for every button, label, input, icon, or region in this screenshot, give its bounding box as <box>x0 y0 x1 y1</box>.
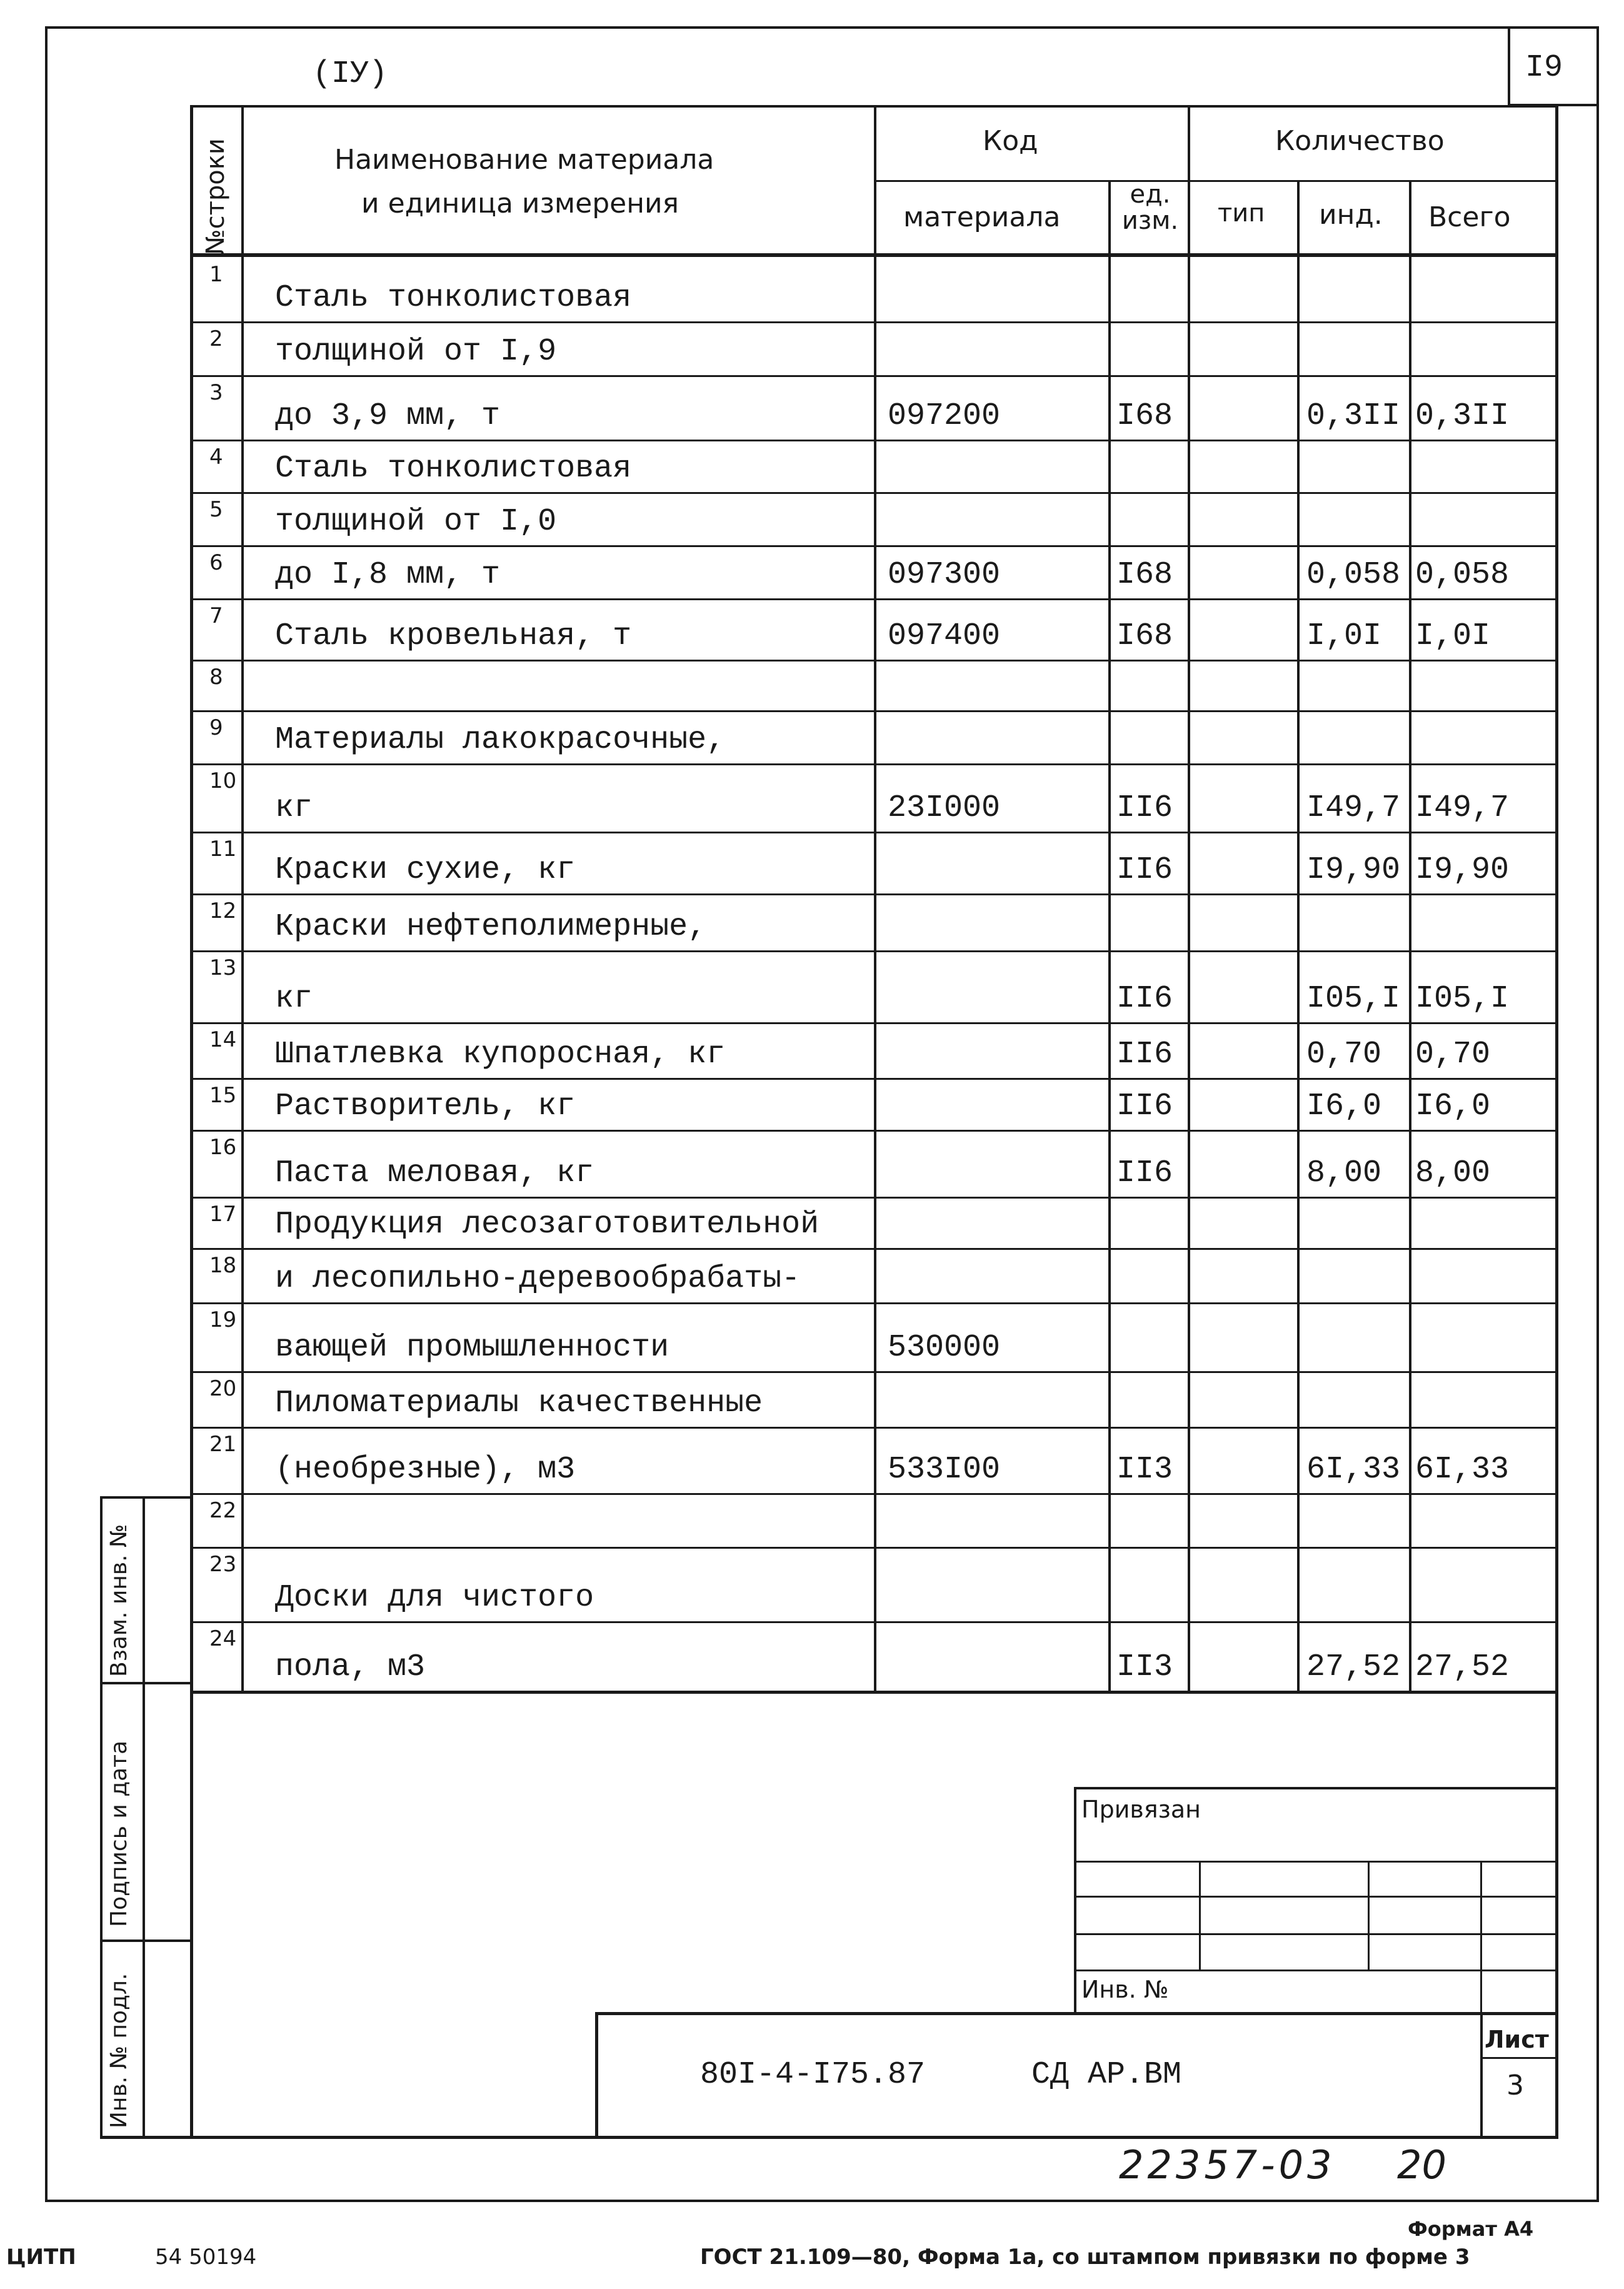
stamp-row1 <box>1074 1861 1558 1863</box>
table-bottom <box>190 1691 1558 1694</box>
stamp-top <box>1074 1787 1558 1789</box>
row-divider <box>190 1197 1558 1199</box>
row-ind-cell: 8,00 <box>1306 1155 1382 1191</box>
frame-left <box>45 26 48 2202</box>
row-number-cell: 22 <box>209 1498 237 1523</box>
row-number-cell: 1 <box>209 262 223 287</box>
stamp-col1 <box>1199 1861 1201 1971</box>
row-divider <box>190 763 1558 765</box>
row-ind-cell: 0,058 <box>1306 557 1401 593</box>
section-label: (IУ) <box>313 56 388 92</box>
row-divider <box>190 893 1558 895</box>
name-header-line2: и единица измерения <box>361 188 679 219</box>
row-name-cell: пола, м3 <box>275 1649 426 1685</box>
row-unit-cell: II6 <box>1116 1037 1173 1072</box>
row-divider <box>190 1493 1558 1495</box>
row-unit-cell: I68 <box>1116 398 1173 434</box>
row-unit-cell: I68 <box>1116 618 1173 654</box>
row-name-cell: Сталь кровельная, т <box>275 618 632 654</box>
row-number-cell: 9 <box>209 715 223 740</box>
row-ind-cell: 6I,33 <box>1306 1452 1401 1487</box>
row-total-cell: 6I,33 <box>1415 1452 1510 1487</box>
row-name-cell: Паста меловая, кг <box>275 1155 594 1191</box>
sheet-box-left <box>1480 2012 1483 2138</box>
row-unit-cell: II6 <box>1116 1089 1173 1124</box>
row-number-cell: 19 <box>209 1307 237 1332</box>
title-block-top <box>595 2012 1558 2015</box>
privyazan-label: Привязан <box>1081 1796 1201 1823</box>
col-line-2 <box>874 105 876 1693</box>
quantity-total-header: Всего <box>1428 201 1511 233</box>
row-ind-cell: I9,90 <box>1306 852 1401 888</box>
row-code-cell: 097300 <box>888 557 1001 593</box>
row-divider <box>190 1371 1558 1373</box>
row-name-cell: Сталь тонколистовая <box>275 280 632 316</box>
row-code-cell: 533I00 <box>888 1452 1001 1487</box>
row-number-cell: 15 <box>209 1083 237 1108</box>
col-line-6 <box>1409 180 1411 1693</box>
row-divider <box>190 375 1558 377</box>
row-ind-cell: I49,7 <box>1306 790 1401 826</box>
stamp-inv-label: Инв. № <box>1081 1976 1169 2003</box>
row-divider <box>190 1547 1558 1549</box>
row-number-cell: 20 <box>209 1376 237 1401</box>
row-total-cell: 27,52 <box>1415 1649 1510 1685</box>
row-name-cell: Краски сухие, кг <box>275 852 576 888</box>
row-divider <box>190 1022 1558 1024</box>
row-ind-cell: I6,0 <box>1306 1089 1382 1124</box>
row-name-cell: (необрезные), м3 <box>275 1452 576 1487</box>
row-divider <box>190 832 1558 833</box>
row-number-cell: 6 <box>209 550 223 575</box>
code-unit-header: ед. изм. <box>1121 180 1179 235</box>
side-stamp-top <box>100 1496 193 1499</box>
row-total-cell: I05,I <box>1415 981 1510 1017</box>
format-label: Формат А4 <box>1408 2217 1534 2241</box>
row-name-cell: толщиной от I,9 <box>275 334 557 370</box>
quantity-group-header: Количество <box>1275 125 1445 157</box>
row-divider <box>190 660 1558 662</box>
stamp-col3 <box>1480 1861 1482 2015</box>
row-number-cell: 16 <box>209 1135 237 1160</box>
inner-frame-right <box>1555 105 1558 2138</box>
sheet-label: Лист <box>1485 2026 1549 2053</box>
row-ind-cell: I05,I <box>1306 981 1401 1017</box>
stamp-row3 <box>1074 1933 1558 1935</box>
row-divider <box>190 598 1558 600</box>
row-divider <box>190 1302 1558 1304</box>
row-total-cell: I6,0 <box>1415 1089 1491 1124</box>
quantity-ind-header: инд. <box>1319 199 1383 231</box>
row-divider <box>190 1427 1558 1429</box>
document-designation: 80I-4-I75.87 <box>700 2057 926 2093</box>
row-number-cell: 3 <box>209 380 223 405</box>
row-name-cell: толщиной от I,0 <box>275 504 557 540</box>
inner-frame-bottom <box>190 2136 1558 2139</box>
row-number-cell: 13 <box>209 955 237 980</box>
stamp-left <box>1074 1787 1076 2015</box>
row-total-cell: I49,7 <box>1415 790 1510 826</box>
row-name-cell: Пиломатериалы качественные <box>275 1386 763 1421</box>
row-unit-cell: II6 <box>1116 790 1173 826</box>
side-stamp-mid <box>143 1496 145 2138</box>
inner-frame-left <box>190 105 193 2138</box>
row-name-cell: Доски для чистого <box>275 1580 594 1616</box>
row-name-cell: Материалы лакокрасочные, <box>275 722 726 758</box>
row-divider <box>190 1078 1558 1080</box>
row-divider <box>190 950 1558 952</box>
side-stamp-sep2 <box>100 1939 193 1942</box>
row-name-cell: Краски нефтеполимерные, <box>275 909 707 945</box>
col-line-1 <box>241 105 244 1693</box>
row-number-cell: 11 <box>209 837 237 862</box>
vzam-inv-label: Взам. инв. № <box>106 1524 132 1677</box>
footer-gost: ГОСТ 21.109—80, Форма 1а, со штампом привязки по форме 3 <box>700 2245 1470 2270</box>
row-divider <box>190 1621 1558 1623</box>
corner-box-left <box>1508 26 1510 105</box>
row-code-cell: 097200 <box>888 398 1001 434</box>
row-ind-cell: 0,70 <box>1306 1037 1382 1072</box>
row-unit-cell: II3 <box>1116 1452 1173 1487</box>
row-unit-cell: II6 <box>1116 981 1173 1017</box>
row-divider <box>190 321 1558 323</box>
stamp-row2 <box>1074 1896 1558 1898</box>
side-stamp-left <box>100 1496 103 2138</box>
row-unit-cell: II6 <box>1116 852 1173 888</box>
row-code-cell: 23I000 <box>888 790 1001 826</box>
row-number-cell: 14 <box>209 1027 237 1052</box>
inv-podl-label: Инв. № подл. <box>106 1973 132 2128</box>
row-total-cell: I9,90 <box>1415 852 1510 888</box>
row-number-header: №строки <box>201 138 230 255</box>
col-line-4 <box>1188 105 1190 1693</box>
row-divider <box>190 492 1558 494</box>
row-name-cell: Продукция лесозаготовительной <box>275 1207 820 1242</box>
row-number-cell: 18 <box>209 1253 237 1278</box>
quantity-type-header: тип <box>1218 199 1265 228</box>
row-total-cell: 0,058 <box>1415 557 1510 593</box>
row-number-cell: 21 <box>209 1432 237 1457</box>
handwritten-number: 22357-03 <box>1119 2142 1336 2188</box>
podpis-data-label: Подпись и дата <box>106 1740 132 1927</box>
row-total-cell: 0,70 <box>1415 1037 1491 1072</box>
row-ind-cell: 27,52 <box>1306 1649 1401 1685</box>
corner-page-number: I9 <box>1525 50 1563 86</box>
col-line-5 <box>1297 180 1300 1693</box>
row-code-cell: 097400 <box>888 618 1001 654</box>
handwritten-page: 20 <box>1397 2142 1446 2188</box>
row-number-cell: 7 <box>209 603 223 628</box>
code-material-header: материала <box>903 201 1061 233</box>
row-name-cell: и лесопильно-деревообрабаты- <box>275 1261 801 1297</box>
stamp-col2 <box>1368 1861 1370 1971</box>
row-number-cell: 12 <box>209 898 237 923</box>
row-number-cell: 8 <box>209 665 223 690</box>
row-number-cell: 10 <box>209 768 237 793</box>
row-number-cell: 4 <box>209 445 223 470</box>
sheet-number: 3 <box>1506 2070 1524 2101</box>
row-total-cell: I,0I <box>1415 618 1491 654</box>
row-unit-cell: II6 <box>1116 1155 1173 1191</box>
row-ind-cell: I,0I <box>1306 618 1382 654</box>
row-divider <box>190 440 1558 441</box>
side-stamp-bottom <box>100 2136 193 2139</box>
footer-order: 54 50194 <box>155 2245 257 2270</box>
header-mid-line <box>874 180 1558 182</box>
name-header-line1: Наименование материала <box>334 144 714 176</box>
row-name-cell: вающей промышленности <box>275 1330 669 1366</box>
sheet-box-sep <box>1480 2057 1558 2059</box>
row-divider <box>190 1130 1558 1132</box>
row-name-cell: кг <box>275 981 313 1017</box>
row-divider <box>190 545 1558 547</box>
frame-bottom <box>45 2200 1599 2202</box>
row-name-cell: Растворитель, кг <box>275 1089 576 1124</box>
row-name-cell: до 3,9 мм, т <box>275 398 501 434</box>
row-number-cell: 23 <box>209 1552 237 1577</box>
row-name-cell: Сталь тонколистовая <box>275 451 632 486</box>
row-name-cell: Шпатлевка купоросная, кг <box>275 1037 726 1072</box>
row-divider <box>190 1248 1558 1250</box>
row-name-cell: до I,8 мм, т <box>275 557 501 593</box>
row-unit-cell: I68 <box>1116 557 1173 593</box>
row-total-cell: 0,3II <box>1415 398 1510 434</box>
row-unit-cell: II3 <box>1116 1649 1173 1685</box>
row-divider <box>190 710 1558 712</box>
row-number-cell: 5 <box>209 497 223 522</box>
frame-right <box>1596 26 1599 2202</box>
footer-org: ЦИТП <box>6 2245 76 2270</box>
code-group-header: Код <box>983 125 1038 157</box>
row-total-cell: 8,00 <box>1415 1155 1491 1191</box>
row-number-cell: 2 <box>209 326 223 351</box>
col-line-3 <box>1108 180 1111 1693</box>
row-number-cell: 17 <box>209 1202 237 1227</box>
stamp-row4 <box>1074 1970 1558 1971</box>
row-ind-cell: 0,3II <box>1306 398 1401 434</box>
row-number-cell: 24 <box>209 1626 237 1651</box>
side-stamp-sep1 <box>100 1682 193 1684</box>
row-name-cell: кг <box>275 790 313 826</box>
title-block-left <box>595 2012 598 2138</box>
row-code-cell: 530000 <box>888 1330 1001 1366</box>
document-code: СД АР.ВМ <box>1031 2057 1182 2093</box>
frame-top <box>45 26 1599 29</box>
